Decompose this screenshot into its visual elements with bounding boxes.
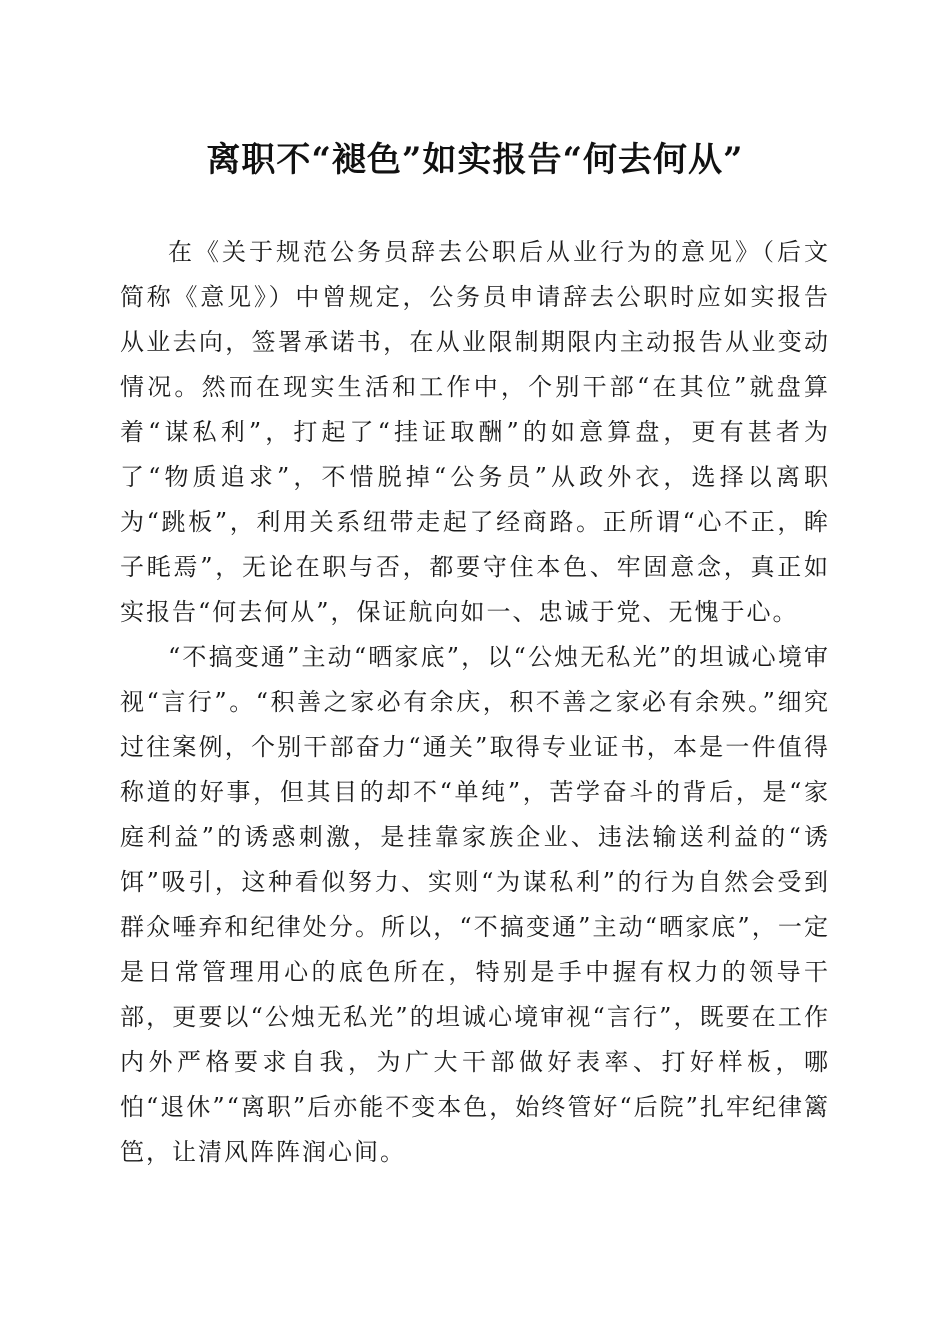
document-body xyxy=(120,230,830,1175)
paragraph-1: 在《关于规范公务员辞去公职后从业行为的意见》（后文简称《意见》）中曾规定，公务员申请辞去公职时应如实报告从业去向，签署承诺书，在从业限制期限内主动报告从业变动情况。然而在现实生活和工作中，个别干部“在其位”就盘算着“谋私利”，打起了“挂证取酬”的如意算盘，更有甚者为了“物质追求”，不惜脱掉“公务员”从政外衣，选择以离职为“跳板”，利用关系纽带走起了经商路。正所谓“心不正，眸子眊焉”，无论在职与否，都要守住本色、牢固意念，真正如实报告“何去何从”，保证航向如一、忠诚于党、无愧于心。 xyxy=(120,238,830,626)
document-title: 离职不“褪色”如实报告“何去何从” xyxy=(206,140,744,180)
paragraph-2: “不搞变通”主动“晒家底”，以“公烛无私光”的坦诚心境审视“言行”。“积善之家必有余庆，积不善之家必有余殃。”细究过往案例，个别干部奋力“通关”取得专业证书，本是一件值得称道的好事，但其目的却不“单纯”，苦学奋斗的背后，是“家庭利益”的诱惑刺激，是挂靠家族企业、违法输送利益的“诱饵”吸引，这种看似努力、实则“为谋私利”的行为自然会受到群众唾弃和纪律处分。所以，“不搞变通”主动“晒家底”，一定是日常管理用心的底色所在，特别是手中握有权力的领导干部，更要以“公烛无私光”的坦诚心境审视“言行”，既要在工作内外严格要求自我，为广大干部做好表率、打好样板，哪怕“退休”“离职”后亦能不变本色，始终管好“后院”扎牢纪律篱笆，让清风阵阵润心间。 xyxy=(120,643,830,1166)
